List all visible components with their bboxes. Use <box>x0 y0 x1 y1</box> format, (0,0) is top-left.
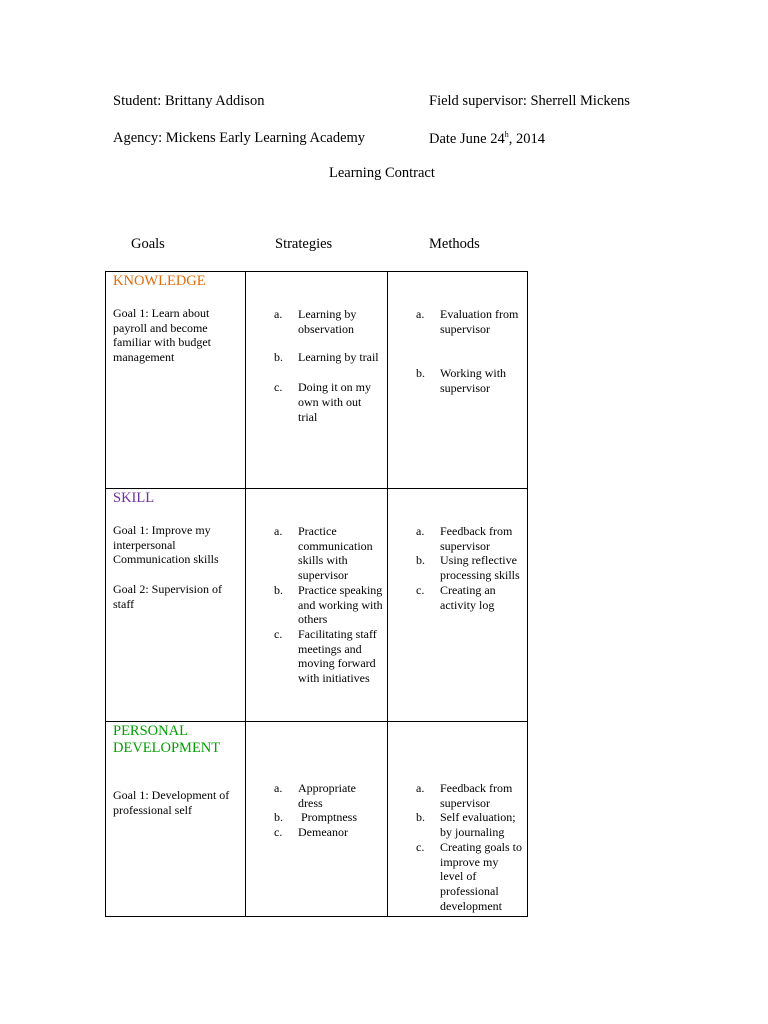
date-prefix: Date June 24 <box>429 130 505 147</box>
strategies-cell <box>246 722 388 917</box>
date <box>429 130 545 148</box>
list-marker: c. <box>274 380 283 395</box>
list-item-text: Learning by observation <box>298 307 357 336</box>
list-item <box>388 307 523 336</box>
list-marker: b. <box>416 810 425 825</box>
methods-list <box>388 524 527 612</box>
list-item-text: Doing it on my own with out trial <box>298 380 372 424</box>
column-heading-strategies: Strategies <box>275 236 333 252</box>
column-heading-methods: Methods <box>429 236 480 252</box>
list-item <box>246 583 383 627</box>
column-heading-goals: Goals <box>131 236 165 252</box>
methods-cell <box>388 722 528 917</box>
list-marker: c. <box>416 839 425 854</box>
list-marker: b. <box>274 810 283 825</box>
list-item-text: Facilitating staff meetings and moving forward with initiatives <box>298 626 377 686</box>
list-marker: a. <box>274 524 283 538</box>
date-superscript: h <box>504 130 509 139</box>
list-item <box>246 810 383 825</box>
methods-cell <box>388 489 528 722</box>
goal-text: Goal 1: Learn about payroll and become familiar with budget management <box>113 306 211 365</box>
list-item <box>388 553 523 582</box>
list-item-text: Feedback from supervisor <box>440 781 513 810</box>
table-row <box>106 272 528 489</box>
methods-list <box>388 307 527 396</box>
strategies-cell <box>246 272 388 489</box>
student-name: Student: Brittany Addison <box>113 93 265 109</box>
list-marker: c. <box>416 582 425 597</box>
list-marker: c. <box>274 825 283 840</box>
list-item-text: Evaluation from supervisor <box>440 307 519 336</box>
table-row <box>106 722 528 917</box>
list-item <box>388 781 523 810</box>
list-marker: a. <box>416 307 425 321</box>
section-title-line: DEVELOPMENT <box>113 740 221 756</box>
goals-cell <box>106 722 246 917</box>
list-item-text: Working with supervisor <box>440 366 507 396</box>
methods-cell <box>388 272 528 489</box>
list-marker: b. <box>274 582 283 597</box>
goals-cell <box>106 272 246 489</box>
agency: Agency: Mickens Early Learning Academy <box>113 130 366 146</box>
date-suffix: , 2014 <box>508 130 545 147</box>
list-item-text: Feedback from supervisor <box>440 524 513 553</box>
section-title-skill: SKILL <box>113 490 155 506</box>
list-item-text: Promptness <box>298 810 358 825</box>
document-title: Learning Contract <box>329 165 435 181</box>
list-marker: b. <box>416 366 425 381</box>
strategies-cell <box>246 489 388 722</box>
list-item <box>246 524 383 583</box>
learning-contract-table <box>105 271 528 917</box>
list-marker: a. <box>274 781 283 795</box>
list-item-text: Practice speaking and working with others <box>298 582 383 627</box>
list-item <box>388 840 523 914</box>
goal-text: Goal 1: Development of professional self <box>113 788 230 817</box>
section-title-line: PERSONAL <box>113 723 188 739</box>
section-title-knowledge: KNOWLEDGE <box>113 273 206 289</box>
list-item-text: Appropriate dress <box>298 781 356 810</box>
list-item-text: Practice communication skills with supervisor <box>298 524 373 583</box>
goal-text: Goal 1: Improve my interpersonal Communication skills <box>113 523 219 567</box>
methods-list <box>388 781 527 913</box>
list-item <box>246 825 383 840</box>
list-item <box>246 307 383 336</box>
goal-text: Goal 2: Supervision of staff <box>113 582 222 611</box>
list-item <box>388 583 523 612</box>
table-row <box>106 489 528 722</box>
list-marker: c. <box>274 626 283 641</box>
list-item <box>388 810 523 839</box>
strategies-list <box>246 781 387 840</box>
list-marker: b. <box>274 350 283 365</box>
list-item <box>246 380 383 424</box>
strategies-list <box>246 524 387 686</box>
list-marker: b. <box>416 553 425 568</box>
list-item-text: Demeanor <box>298 825 348 840</box>
strategies-list <box>246 307 387 424</box>
goals-cell <box>106 489 246 722</box>
list-item <box>246 627 383 686</box>
section-title-personal-development <box>106 722 245 757</box>
list-item-text: Self evaluation; by journaling <box>440 810 516 840</box>
list-marker: a. <box>416 781 425 795</box>
list-item-text: Using reflective processing skills <box>440 553 520 583</box>
list-item <box>246 350 383 365</box>
field-supervisor: Field supervisor: Sherrell Mickens <box>429 93 630 109</box>
list-item-text: Creating an activity log <box>440 582 496 612</box>
list-item <box>246 781 383 810</box>
list-item <box>388 366 523 395</box>
list-item-text: Learning by trail <box>298 350 379 365</box>
list-marker: a. <box>274 307 283 321</box>
list-item <box>388 524 523 553</box>
list-item-text: Creating goals to improve my level of professional development <box>440 839 522 913</box>
list-marker: a. <box>416 524 425 538</box>
